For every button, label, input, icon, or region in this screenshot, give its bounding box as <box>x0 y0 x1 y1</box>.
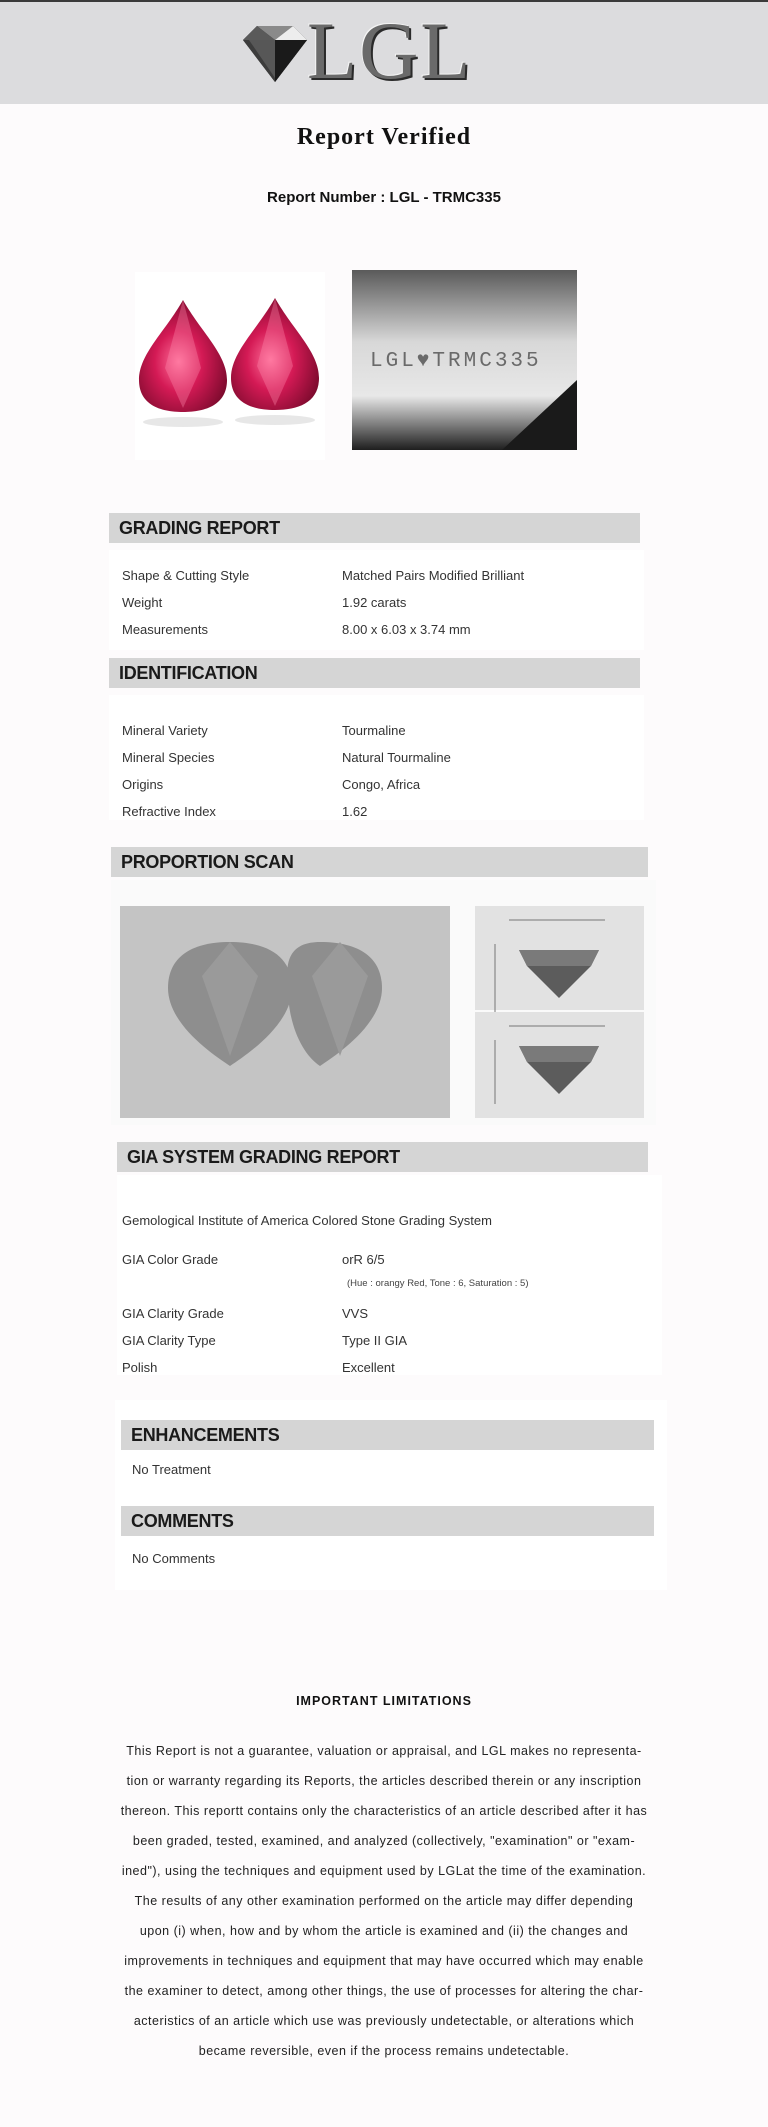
identification-value: 1.62 <box>342 804 368 819</box>
gemstone-photo <box>135 272 325 460</box>
proportion-scan-top-view <box>120 906 450 1118</box>
proportion-scan-side-view <box>475 906 644 1118</box>
grading-label: Shape & Cutting Style <box>122 568 250 583</box>
grading-label: Measurements <box>122 622 208 637</box>
report-number: Report Number : LGL - TRMC335 <box>267 189 501 206</box>
limitations-line: acteristics of an article which use was previously undetectable, or alterations which <box>133 2014 635 2028</box>
identification-label: Mineral Variety <box>122 723 208 738</box>
limitations-line: This Report is not a guarantee, valuation or appraisal, and LGL makes no representa- <box>126 1744 642 1758</box>
limitations-line: tion or warranty regarding its Reports, the articles described therein or any inscription <box>126 1774 642 1788</box>
limitations-heading: IMPORTANT LIMITATIONS <box>296 1694 472 1708</box>
limitations-line: became reversible, even if the process remains undetectable. <box>198 2044 570 2058</box>
identification-label: Mineral Species <box>122 750 215 765</box>
gia-clarity-type-label: GIA Clarity Type <box>122 1333 216 1348</box>
grading-report-heading: GRADING REPORT <box>109 513 640 543</box>
grading-value: Matched Pairs Modified Brilliant <box>342 568 525 583</box>
lgl-logo <box>235 5 495 96</box>
gia-color-value: orR 6/5 <box>342 1252 385 1267</box>
limitations-line: the examiner to detect, among other things, the use of processes for altering the char- <box>124 1984 644 1998</box>
logo-text: LGL <box>307 5 473 96</box>
gia-intro: Gemological Institute of America Colored Stone Grading System <box>122 1213 492 1228</box>
gia-color-label: GIA Color Grade <box>122 1252 219 1267</box>
identification-label: Refractive Index <box>122 804 216 819</box>
enhancements-heading: ENHANCEMENTS <box>121 1420 654 1450</box>
proportion-scan-heading: PROPORTION SCAN <box>111 847 648 877</box>
grading-value: 8.00 x 6.03 x 3.74 mm <box>342 622 471 637</box>
gia-clarity-grade-label: GIA Clarity Grade <box>122 1306 224 1321</box>
inscription-text: LGL♥TRMC335 <box>370 350 542 373</box>
limitations-line: The results of any other examination performed on the article may differ depending <box>134 1894 634 1908</box>
page-title: Report Verified <box>296 124 472 150</box>
gia-color-note: (Hue : orangy Red, Tone : 6, Saturation : 5) <box>347 1278 529 1289</box>
gia-polish-value: Excellent <box>342 1360 395 1375</box>
limitations-line: improvements in techniques and equipment that may have occurred which may enable <box>124 1954 644 1968</box>
gia-clarity-type-value: Type II GIA <box>342 1333 408 1348</box>
identification-label: Origins <box>122 777 164 792</box>
identification-value: Tourmaline <box>342 723 406 738</box>
diamond-icon <box>235 22 315 84</box>
comments-text: No Comments <box>132 1551 216 1566</box>
inscription-photo <box>352 270 577 450</box>
comments-heading: COMMENTS <box>121 1506 654 1536</box>
limitations-line: ined"), using the techniques and equipment used by LGLat the time of the examination. <box>121 1864 647 1878</box>
gia-polish-label: Polish <box>122 1360 158 1375</box>
gia-heading: GIA SYSTEM GRADING REPORT <box>117 1142 648 1172</box>
gia-clarity-grade-value: VVS <box>342 1306 369 1321</box>
limitations-line: thereon. This reportt contains only the characteristics of an article described after it has <box>120 1804 648 1818</box>
limitations-text <box>116 1736 652 2066</box>
identification-heading: IDENTIFICATION <box>109 658 640 688</box>
enhancements-text: No Treatment <box>132 1462 211 1477</box>
identification-value: Natural Tourmaline <box>342 750 451 765</box>
grading-label: Weight <box>122 595 163 610</box>
header <box>0 2 768 104</box>
limitations-line: been graded, tested, examined, and analyzed (collectively, "examination" or "exam- <box>132 1834 636 1848</box>
limitations-line: upon (i) when, how and by whom the article is examined and (ii) the changes and <box>139 1924 629 1938</box>
identification-value: Congo, Africa <box>342 777 421 792</box>
grading-value: 1.92 carats <box>342 595 407 610</box>
